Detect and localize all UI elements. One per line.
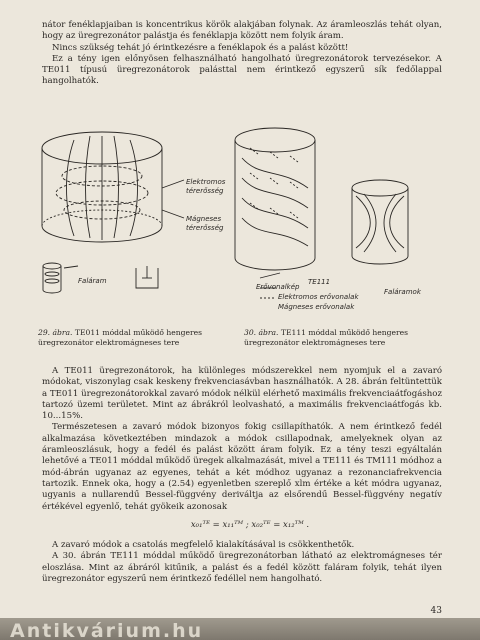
- paragraph: Nincs szükség tehát jó érintkezésre a fenéklapok és a palást között!: [52, 42, 349, 53]
- label-magneses: Mágneses térerősség: [186, 215, 224, 232]
- caption-text: TE111 móddal működő hengeres üregrezonátor elektromágneses tere: [244, 328, 409, 347]
- label-falaramok: Faláramok: [384, 288, 421, 296]
- paragraph: A 30. ábrán TE111 móddal működő üregrezonátorban látható az elektromágneses tér eloszlása. Mint az ábráról kitűnik, a palást és a fedél között faláram folyik, tehát ilyen üregrezonátor egyszerű nem érintkező fedéllel nem hangolható.: [42, 551, 442, 584]
- figure-29-caption: [38, 328, 238, 347]
- paragraph: nátor fenéklapjaiban is koncentrikus körök alakjában folynak. Az áramleoszlás tehát olyan, hogy az üregrezonátor palástja és fenéklapja között nem folyik áram.: [42, 20, 442, 42]
- paragraph: Természetesen a zavaró módok bizonyos fokig csillapíthatók. A nem érintkező fedél alkalmazása következtében mindazok a módok csillapodnak, amelyeknek olyan az áramleoszlásuk, hogy a fedél és palást között áram folyik. Ez a tény teszi egyáltalán lehetővé a TE011 móddal működő üregek alkalmazását, mivel a TE111 és TM111 módhoz a mód-ábrán ugyanaz az egyenes, tehát a két módhoz ugyanaz a rezonanciafrekvencia tartozik. Ennek oka, hogy a (2.54) egyenletben szereplő xlm értéke a két módra ugyanaz, ugyanis a nullarendű Bessel-függvény deriváltja az elsőrendű Bessel-függvény negatív értékével egyenlő, tehát gyökeik azonosak: [42, 422, 442, 512]
- watermark-text: Antikvárium.hu: [10, 620, 204, 640]
- paragraph: Ez a tény igen előnyösen felhasználható hangolható üregrezonátorok tervezésekor. A TE011 típusú üregrezonátorok palásttal nem érintkező egyszerű sík fedőlappal hangolhatók.: [42, 53, 442, 87]
- text-block-middle: [42, 366, 442, 513]
- label-te111: TE111: [308, 278, 331, 286]
- label-elektromos: Elektromos térerősség: [186, 178, 226, 195]
- caption-number: 29. ábra.: [38, 328, 73, 337]
- label-falaram: Faláram: [78, 277, 107, 285]
- label-magneses-erovonalak: Mágneses erővonalak: [278, 303, 355, 311]
- text-block-top: [42, 20, 442, 88]
- caption-text: TE011 móddal működő hengeres üregrezonátor elektromágneses tere: [38, 328, 203, 347]
- watermark-band: [0, 618, 480, 640]
- figure-30-caption: [244, 328, 444, 347]
- paragraph: A TE011 üregrezonátorok, ha különleges módszerekkel nem nyomjuk el a zavaró módokat, viszonylag csak keskeny frekvenciasávban használhatók. A 28. ábrán feltüntettük a TE011 üregrezonátorokkal zavaró módok nélkül elérhető maximális frekvenciaátfogáshoz tartozó üzemi területet. Mint az ábrákról leolvasható, a maximális frekvenciaátfogás kb. 10...15%.: [42, 366, 442, 422]
- paragraph: A zavaró módok a csatolás megfelelő kialakításával is csökkenthetők.: [52, 540, 355, 550]
- label-eroanalak: Erővonalkép: [256, 283, 300, 291]
- label-elektromos-erovonalak: Elektromos erővonalak: [278, 293, 359, 301]
- text-block-bottom: [42, 540, 442, 585]
- page-number: 43: [430, 606, 442, 616]
- caption-number: 30. ábra.: [244, 328, 279, 337]
- formula: x₀₁ᵀᴱ = x₁₁ᵀᴹ ; x₀₂ᵀᴱ = x₁₂ᵀᴹ .: [190, 520, 310, 530]
